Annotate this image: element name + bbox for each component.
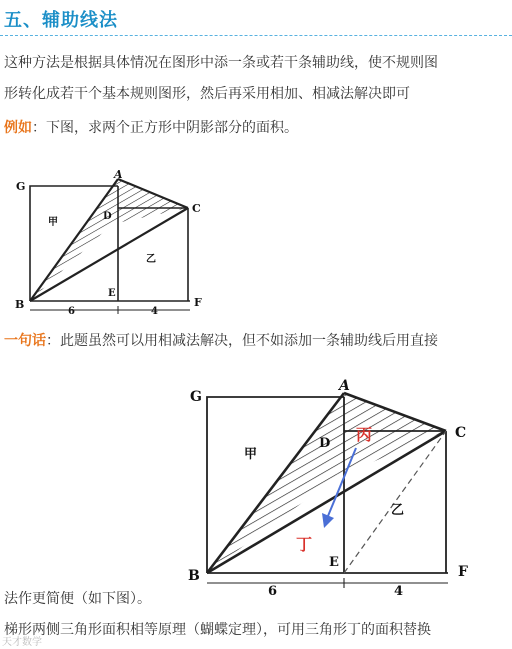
- intro-line-1: 这种方法是根据具体情况在图形中添一条或若干条辅助线，使不规则图: [4, 55, 438, 71]
- fig1-label-jia: 甲: [48, 217, 58, 228]
- fig2-label-jia: 甲: [244, 447, 258, 462]
- example-label: 例如: [4, 120, 32, 136]
- fig1-label-f: F: [194, 296, 202, 309]
- fig2-label-six: 6: [268, 584, 278, 596]
- fig2-label-e: E: [329, 555, 339, 570]
- tip-label: 一句话: [4, 333, 46, 349]
- fig2-label-c: C: [455, 425, 467, 441]
- fig1-label-six: 6: [68, 306, 75, 317]
- fig2-label-g: G: [190, 389, 202, 405]
- outro-line-1: 法作更简便（如下图）。: [4, 591, 151, 607]
- fig2-label-ding: 丁: [296, 535, 313, 554]
- fig1-label-a: A: [114, 168, 123, 181]
- figure-1-diagram: [10, 162, 210, 322]
- fig1-label-d: D: [103, 211, 112, 222]
- fig2-label-bing: 丙: [356, 425, 373, 444]
- tip-text: ：此题虽然可以用相减法解决，但不如添加一条辅助线后用直接: [46, 333, 438, 349]
- fig2-label-yi: 乙: [391, 503, 405, 518]
- example-text: ：下图，求两个正方形中阴影部分的面积。: [32, 120, 298, 136]
- intro-line-2: 形转化成若干个基本规则图形，然后再采用相加、相减法解决即可: [4, 86, 410, 102]
- fig2-label-a: A: [339, 378, 350, 394]
- example-paragraph: [4, 118, 298, 138]
- heading-divider: [0, 35, 512, 36]
- fig1-label-four: 4: [151, 306, 158, 317]
- section-heading: [0, 0, 512, 36]
- section-title: 五、辅助线法: [4, 10, 118, 31]
- watermark: 天才数学: [2, 637, 42, 648]
- figure-2-shaded-region: [207, 393, 446, 573]
- fig2-label-b: B: [188, 568, 200, 584]
- fig2-label-four: 4: [394, 584, 404, 596]
- tip-paragraph: [4, 331, 438, 351]
- fig1-label-b: B: [15, 298, 25, 311]
- fig1-label-c: C: [192, 202, 201, 215]
- outro-line-2: 梯形两侧三角形面积相等原理（蝴蝶定理），可用三角形丁的面积替换: [4, 622, 431, 638]
- fig1-label-e: E: [108, 288, 116, 299]
- fig1-label-g: G: [16, 180, 26, 193]
- fig1-label-yi: 乙: [146, 254, 156, 265]
- figure-2-diagram: [184, 368, 484, 596]
- fig2-label-f: F: [458, 564, 468, 580]
- fig2-label-d: D: [319, 436, 331, 451]
